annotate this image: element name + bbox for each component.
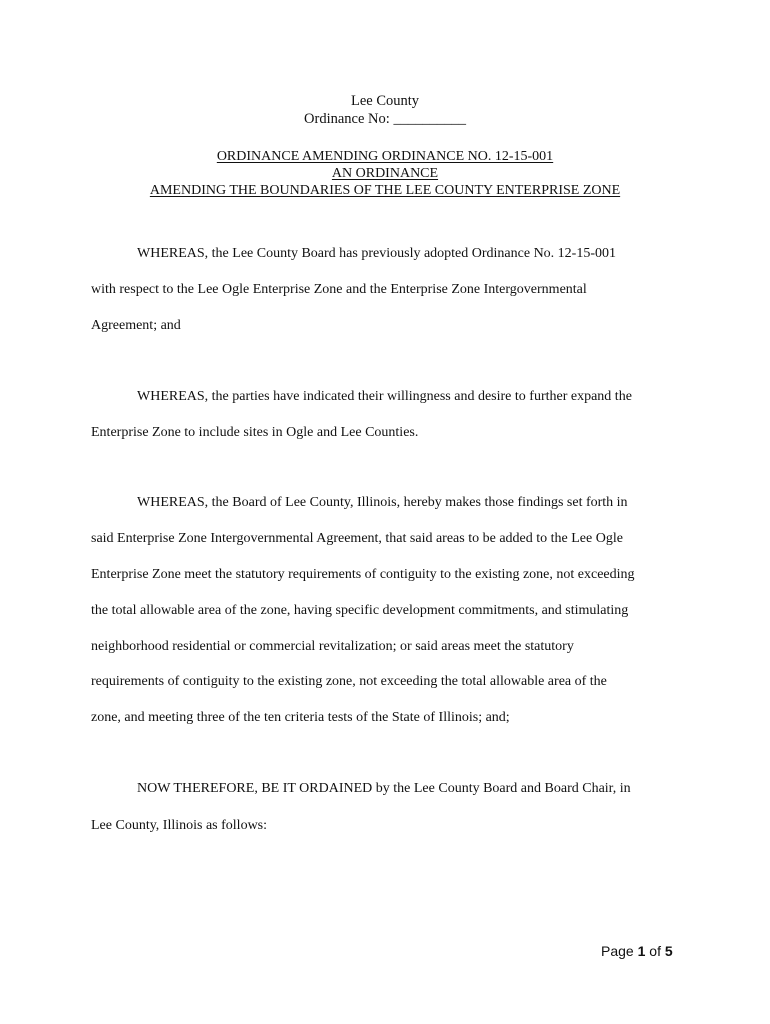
county-name: Lee County <box>350 93 420 109</box>
para3-line: zone, and meeting three of the ten criteria tests of the State of Illinois; and; <box>91 710 510 725</box>
para3-line: Enterprise Zone meet the statutory requirements of contiguity to the existing zone, not exceeding <box>91 567 635 582</box>
para1-line: WHEREAS, the Lee County Board has previously adopted Ordinance No. 12-15-001 <box>137 246 617 261</box>
para1-line: with respect to the Lee Ogle Enterprise Zone and the Enterprise Zone Intergovernmental <box>91 282 587 297</box>
para4-line: Lee County, Illinois as follows: <box>91 818 268 833</box>
of-word: of <box>649 943 661 959</box>
title-line-3: AMENDING THE BOUNDARIES OF THE LEE COUNTY ENTERPRISE ZONE <box>149 183 621 198</box>
ordinance-number-line <box>0 111 770 128</box>
ordinance-blank: __________ <box>393 111 466 127</box>
para3-line: neighborhood residential or commercial revitalization; or said areas meet the statutory <box>91 639 574 654</box>
para2-line: Enterprise Zone to include sites in Ogle and Lee Counties. <box>91 425 419 440</box>
para2-line: WHEREAS, the parties have indicated their willingness and desire to further expand the <box>137 389 632 404</box>
ordinance-label: Ordinance No: <box>304 111 390 127</box>
para3-line: said Enterprise Zone Intergovernmental Agreement, that said areas to be added to the Lee Ogle <box>91 531 623 546</box>
current-page-number: 1 <box>637 943 646 959</box>
title-line-1: ORDINANCE AMENDING ORDINANCE NO. 12-15-001 <box>216 149 554 164</box>
page-word: Page <box>601 943 634 959</box>
para3-line: the total allowable area of the zone, having specific development commitments, and stimulating <box>91 603 629 618</box>
para4-line: NOW THEREFORE, BE IT ORDAINED by the Lee County Board and Board Chair, in <box>137 781 631 796</box>
page-number-footer <box>601 942 673 960</box>
para1-line: Agreement; and <box>91 318 181 333</box>
title-line-2: AN ORDINANCE <box>331 166 439 181</box>
para3-line: requirements of contiguity to the existing zone, not exceeding the total allowable area of the <box>91 674 607 689</box>
total-pages-number: 5 <box>664 943 673 959</box>
para3-line: WHEREAS, the Board of Lee County, Illinois, hereby makes those findings set forth in <box>137 495 628 510</box>
